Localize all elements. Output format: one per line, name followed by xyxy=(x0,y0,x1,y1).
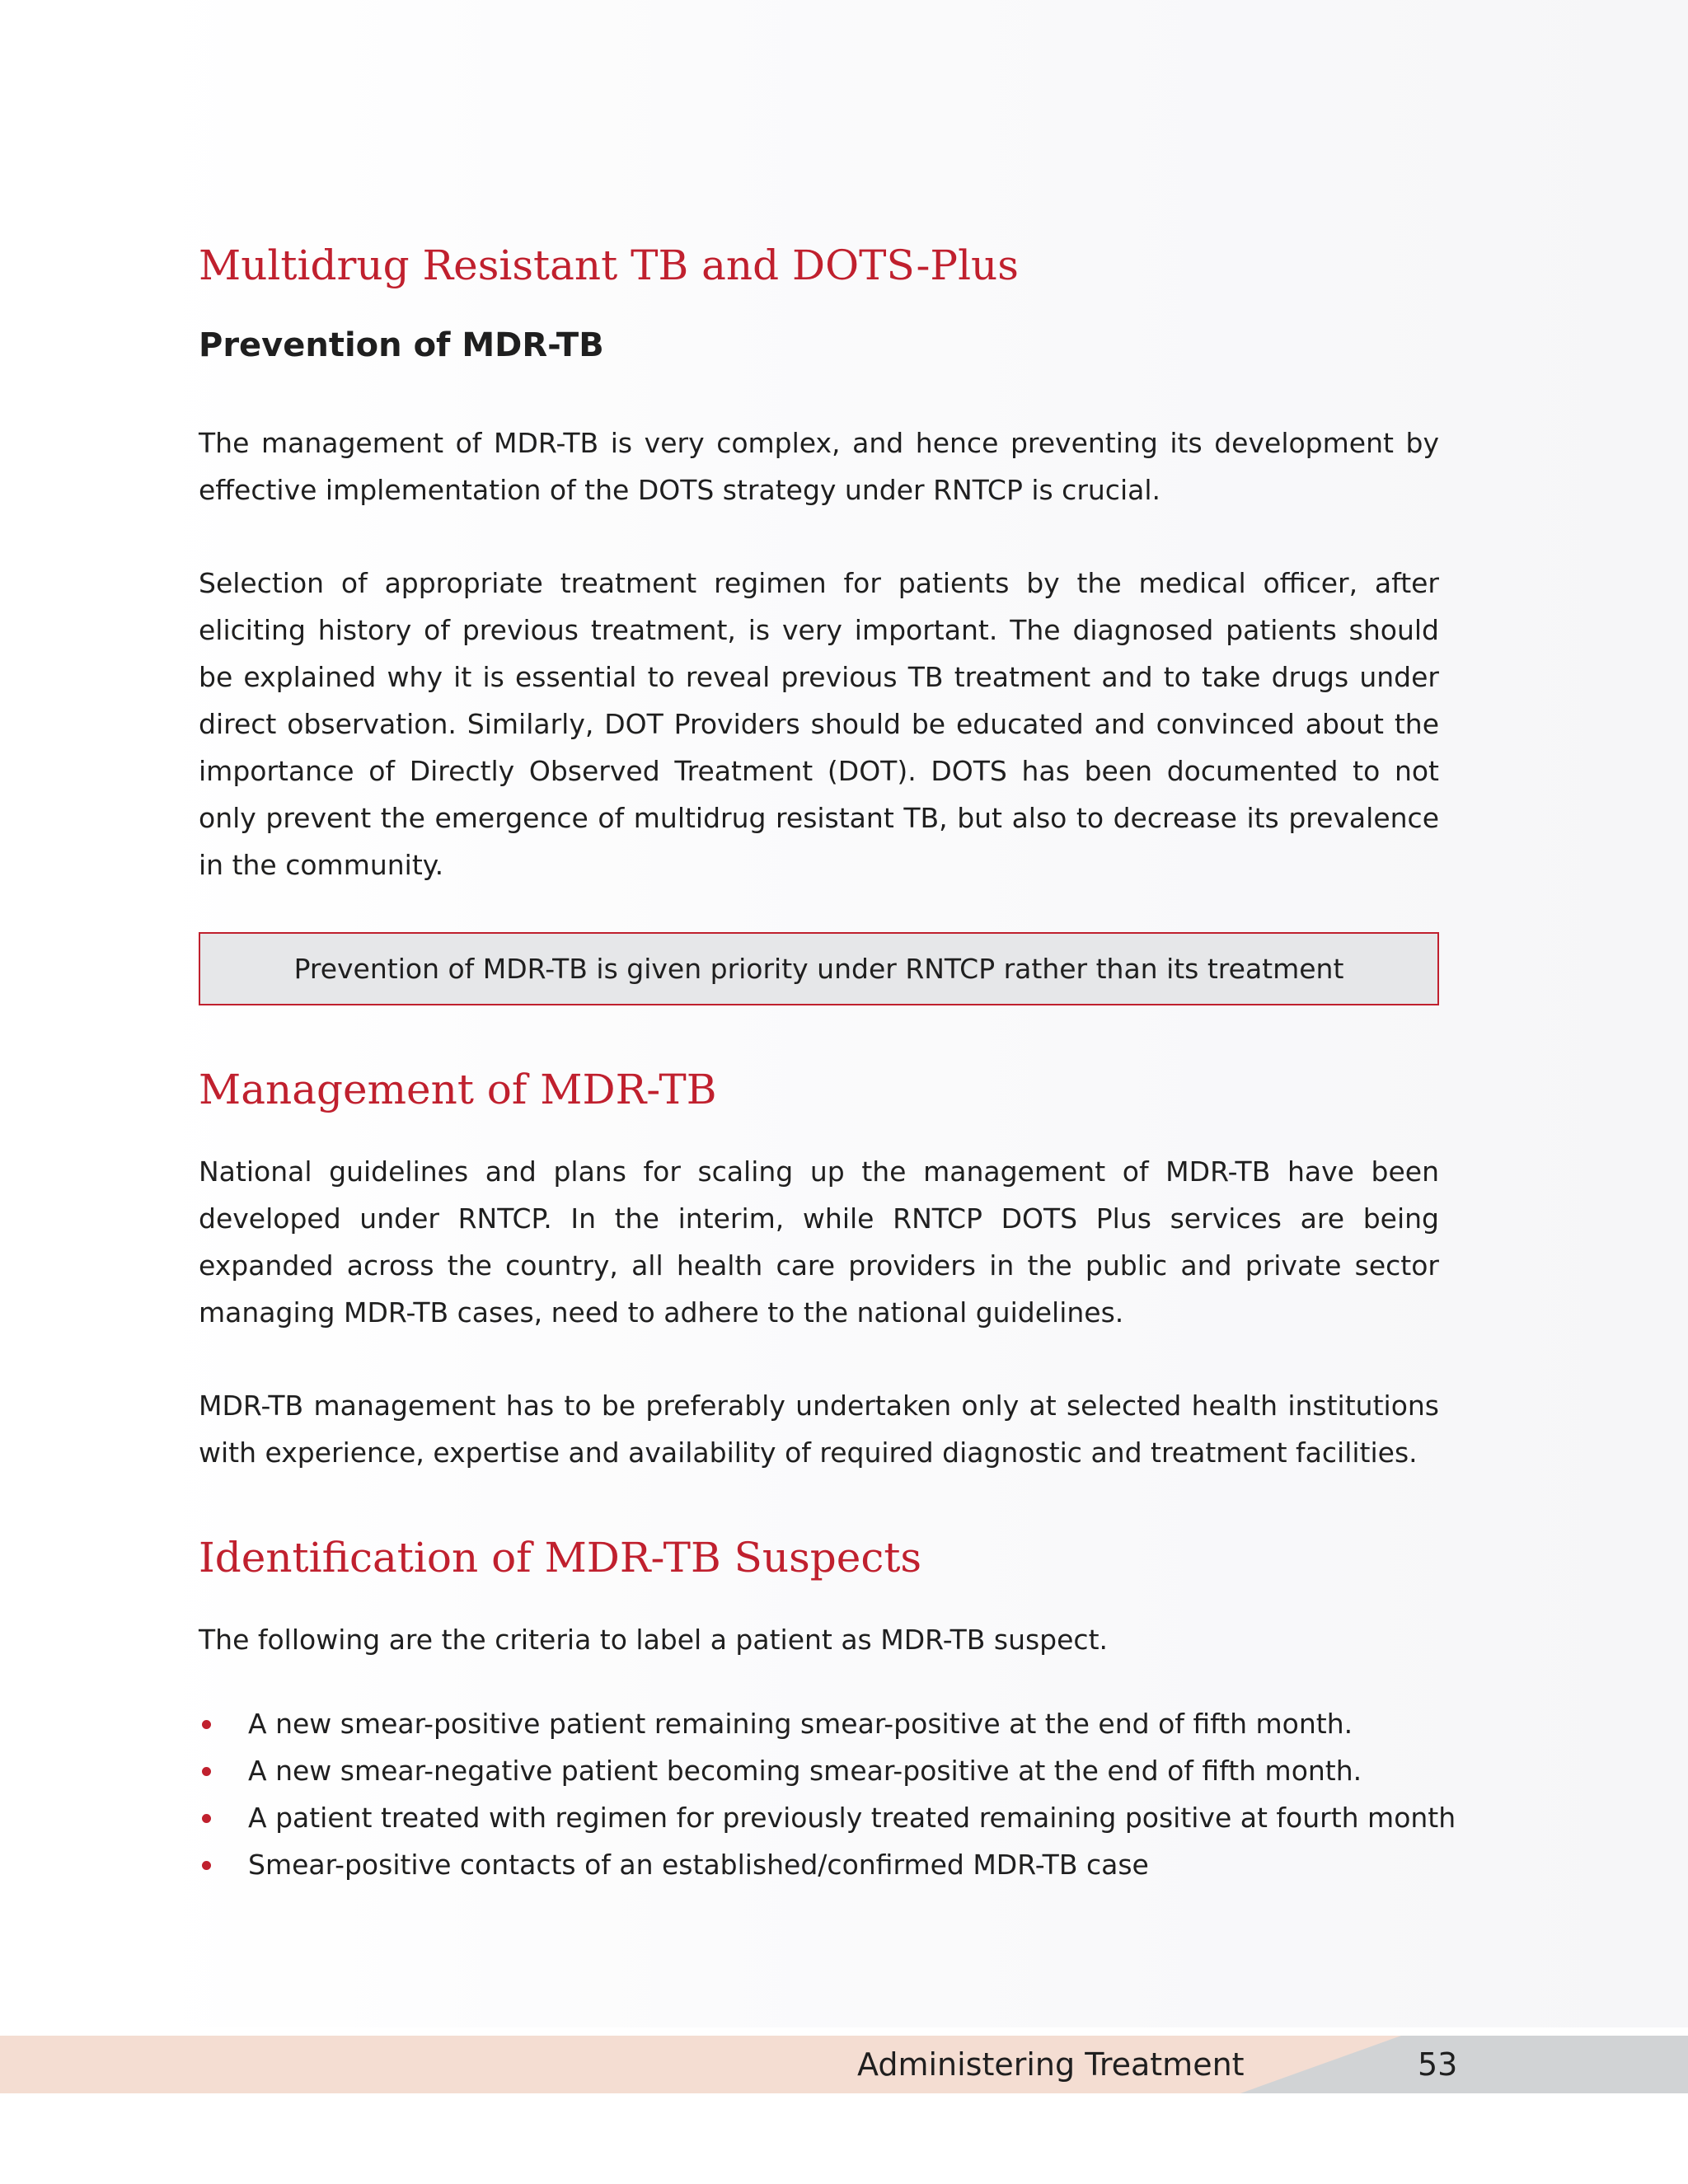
footer-section-title: Administering Treatment xyxy=(857,2046,1245,2083)
bullet-icon xyxy=(202,1861,211,1870)
list-item-text: Smear-positive contacts of an established/confirmed MDR-TB case xyxy=(248,1849,1149,1881)
subheading-prevention: Prevention of MDR-TB xyxy=(199,326,604,364)
paragraph-management-institutions: MDR-TB management has to be preferably undertaken only at selected health institutions with experience, expertise and availability of required diagnostic and treatment facilities. xyxy=(199,1390,1439,1469)
list-item-text: A patient treated with regimen for previously treated remaining positive at fourth month xyxy=(248,1802,1456,1834)
paragraph-regimen-selection: Selection of appropriate treatment regimen for patients by the medical officer, after eliciting history of previous treatment, is very important. The diagnosed patients should be explained why it is essential to reveal previous TB treatment and to take drugs under direct observation. Similarly, DOT Providers should be educated and convinced about the importance of Directly Observed Treatment (DOT). DOTS has been documented to not only prevent the emergence of multidrug resistant TB, but also to decrease its prevalence in the community. xyxy=(199,567,1439,881)
callout-text: Prevention of MDR-TB is given priority under RNTCP rather than its treatment xyxy=(293,953,1344,985)
footer-band xyxy=(0,2036,1688,2093)
callout-box xyxy=(199,932,1439,1005)
list-item xyxy=(199,1747,1439,1794)
section-heading-management: Management of MDR-TB xyxy=(199,1066,717,1113)
criteria-list xyxy=(199,1700,1456,1888)
section-heading-mdr-dots-plus: Multidrug Resistant TB and DOTS-Plus xyxy=(199,241,1019,289)
page-number: 53 xyxy=(1418,2046,1458,2083)
paragraph-criteria-intro: The following are the criteria to label a patient as MDR-TB suspect. xyxy=(199,1624,1109,1656)
paragraph-national-guidelines: National guidelines and plans for scaling up the management of MDR-TB have been developed under RNTCP. In the interim, while RNTCP DOTS Plus services are being expanded across the country, all health care providers in the public and private sector managing MDR-TB cases, need to adhere to the national guidelines. xyxy=(199,1155,1439,1329)
bullet-icon xyxy=(202,1720,211,1729)
list-item xyxy=(199,1841,1439,1888)
list-item-text: A new smear-negative patient becoming smear-positive at the end of fifth month. xyxy=(248,1755,1362,1787)
bullet-icon xyxy=(202,1767,211,1776)
bullet-icon xyxy=(202,1814,211,1823)
list-item xyxy=(199,1794,1456,1841)
paragraph-prevention-intro: The management of MDR-TB is very complex, and hence preventing its development by effective implementation of the DOTS strategy under RNTCP is crucial. xyxy=(199,427,1439,506)
list-item xyxy=(199,1700,1439,1747)
section-heading-identification: Identification of MDR-TB Suspects xyxy=(199,1534,922,1582)
list-item-text: A new smear-positive patient remaining smear-positive at the end of fifth month. xyxy=(248,1708,1353,1740)
